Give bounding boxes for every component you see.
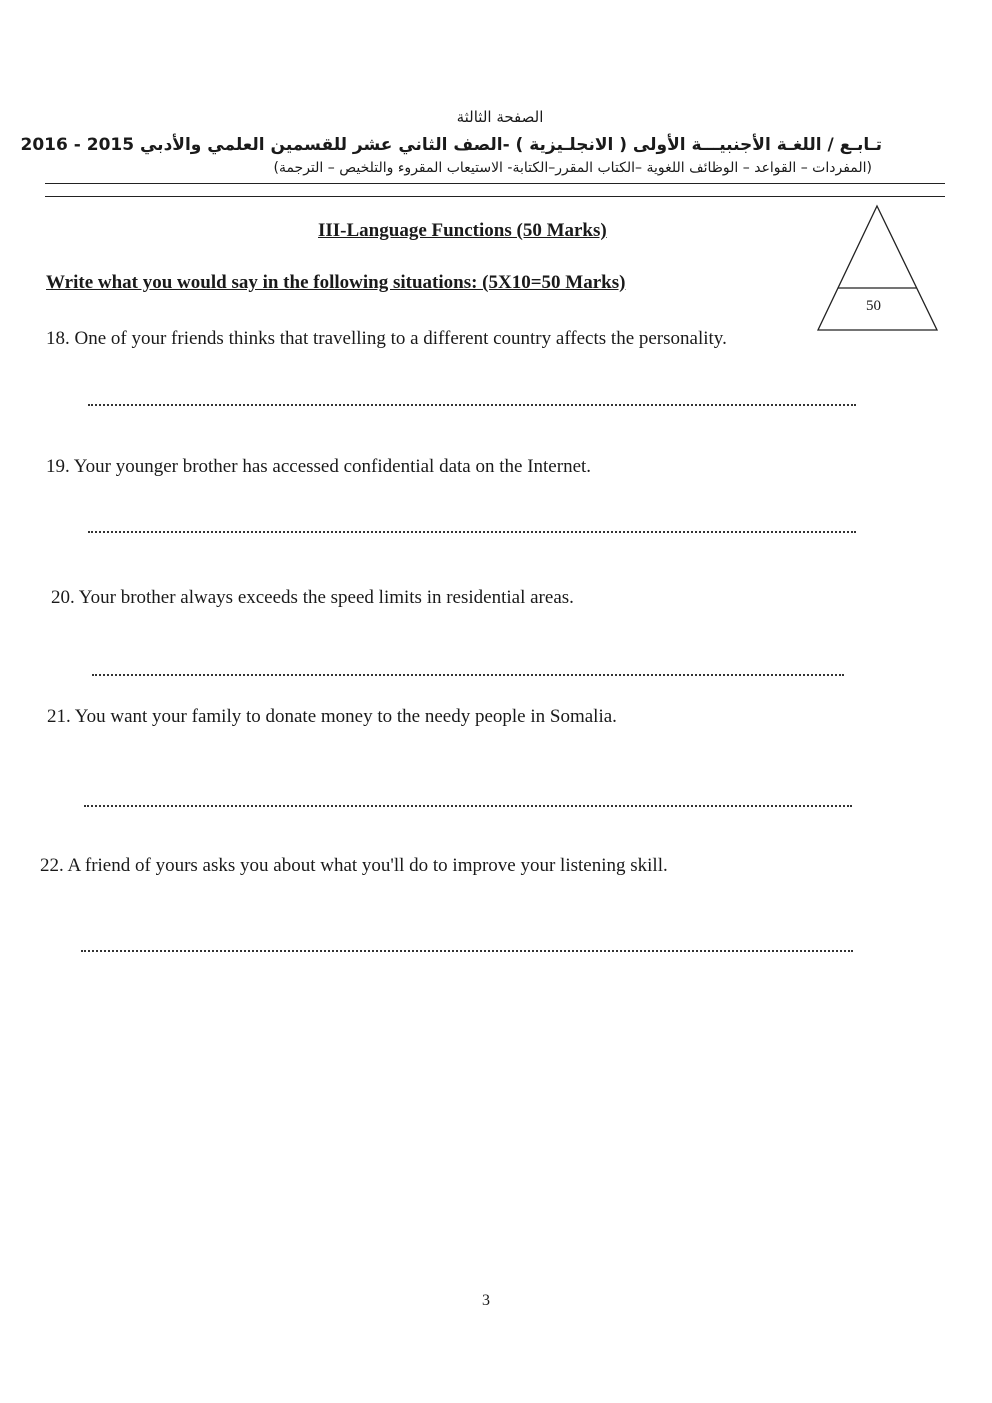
answer-line-18[interactable] — [88, 404, 856, 408]
question-19: 19. Your younger brother has accessed confidential data on the Internet. — [46, 456, 592, 477]
header-divider — [45, 183, 945, 184]
marks-value: 50 — [866, 298, 881, 314]
answer-line-22[interactable] — [81, 950, 853, 954]
header-divider-lower — [45, 196, 945, 197]
page-number: 3 — [482, 1292, 490, 1309]
question-18: 18. One of your friends thinks that travelling to a different country affects the personality. — [46, 328, 727, 349]
page-label: الصفحة الثالثة — [456, 108, 544, 126]
question-20: 20. Your brother always exceeds the speed limits in residential areas. — [51, 587, 574, 608]
exam-header-title: تـابـع / اللغـة الأجنبيـــة الأولى ( الانجلـيزية ) -الصف الثاني عشر للقسمين العلمي والأدبي 2015 - 2016 — [20, 135, 882, 155]
question-21: 21. You want your family to donate money to the needy people in Somalia. — [47, 706, 617, 727]
exam-header-subtitle: (المفردات – القواعد – الوظائف اللغوية –الكتاب المقرر–الكتابة- الاستيعاب المقروء والتلخيص – الترجمة) — [273, 160, 872, 176]
section-instruction: Write what you would say in the following situations: (5X10=50 Marks) — [46, 272, 626, 293]
answer-line-19[interactable] — [88, 531, 856, 535]
answer-line-20[interactable] — [92, 674, 844, 678]
answer-line-21[interactable] — [84, 805, 852, 809]
section-title: III-Language Functions (50 Marks) — [318, 220, 607, 241]
question-22: 22. A friend of yours asks you about what you'll do to improve your listening skill. — [40, 855, 668, 876]
